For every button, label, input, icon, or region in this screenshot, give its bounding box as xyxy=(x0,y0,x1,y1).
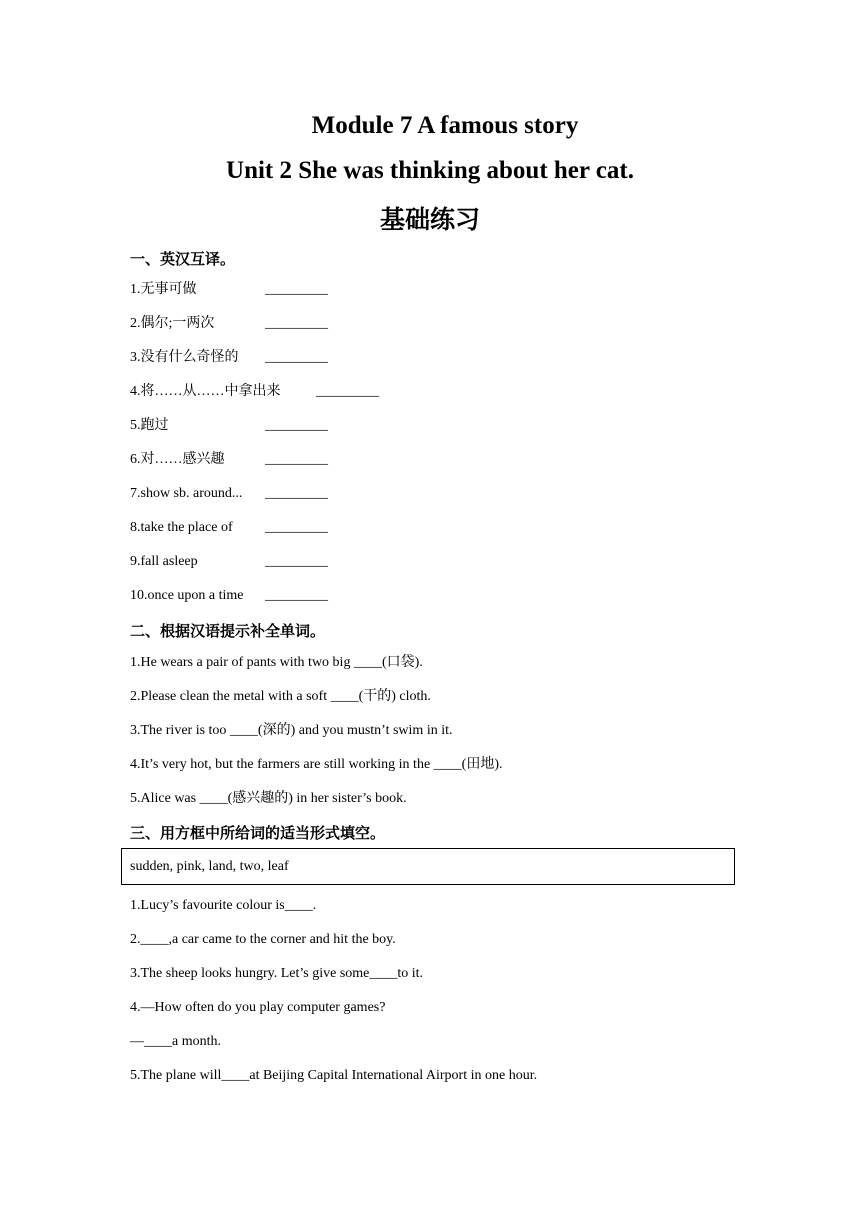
section1-item-4: 4.将……从……中拿出来 xyxy=(130,384,281,399)
section2-item-1: 1.He wears a pair of pants with two big ____(口袋). xyxy=(130,655,423,670)
section1-item-4-blank: _________ xyxy=(316,384,379,399)
section1-item-8-blank: _________ xyxy=(265,520,328,535)
module-title: Module 7 A famous story xyxy=(311,112,579,139)
section1-item-6-blank: _________ xyxy=(265,452,328,467)
section1-item-3-blank: _________ xyxy=(265,350,328,365)
section1-item-2: 2.偶尔;一两次 xyxy=(130,316,215,331)
section1-item-10-blank: _________ xyxy=(265,588,328,603)
section2-item-5: 5.Alice was ____(感兴趣的) in her sister’s book. xyxy=(130,791,407,806)
word-box xyxy=(121,848,735,885)
section3-item-5: 5.The plane will____at Beijing Capital International Airport in one hour. xyxy=(130,1068,538,1083)
section3-item-1: 1.Lucy’s favourite colour is____. xyxy=(130,898,317,913)
section1-item-2-blank: _________ xyxy=(265,316,328,331)
section1-heading: 一、英汉互译。 xyxy=(130,250,236,268)
exercise-subtitle: 基础练习 xyxy=(379,205,480,234)
section1-item-9-blank: _________ xyxy=(265,554,328,569)
section1-item-7: 7.show sb. around... xyxy=(130,486,243,501)
section3-item-3: 3.The sheep looks hungry. Let’s give some____to it. xyxy=(130,966,424,981)
section1-item-1-blank: _________ xyxy=(265,282,328,297)
section2-item-3: 3.The river is too ____(深的) and you mustn’t swim in it. xyxy=(130,723,453,738)
section2-item-2: 2.Please clean the metal with a soft ____(干的) cloth. xyxy=(130,689,431,704)
section1-item-3: 3.没有什么奇怪的 xyxy=(130,350,239,365)
section1-item-5: 5.跑过 xyxy=(130,418,169,433)
section1-item-1: 1.无事可做 xyxy=(130,282,197,297)
word-box-text: sudden, pink, land, two, leaf xyxy=(130,859,289,874)
unit-title: Unit 2 She was thinking about her cat. xyxy=(226,157,634,184)
section1-item-9: 9.fall asleep xyxy=(130,554,198,569)
section3-item-4: 4.—How often do you play computer games? xyxy=(130,1000,386,1015)
section2-heading: 二、根据汉语提示补全单词。 xyxy=(130,622,326,640)
section2-item-4: 4.It’s very hot, but the farmers are still working in the ____(田地). xyxy=(130,757,503,772)
section1-item-10: 10.once upon a time xyxy=(130,588,244,603)
section1-item-6: 6.对……感兴趣 xyxy=(130,452,225,467)
section1-item-8: 8.take the place of xyxy=(130,520,233,535)
section1-item-7-blank: _________ xyxy=(265,486,328,501)
section3-heading: 三、用方框中所给词的适当形式填空。 xyxy=(130,824,386,842)
section1-item-5-blank: _________ xyxy=(265,418,328,433)
section3-item-4-answer: —____a month. xyxy=(130,1034,221,1049)
section3-item-2: 2.____,a car came to the corner and hit the boy. xyxy=(130,932,396,947)
